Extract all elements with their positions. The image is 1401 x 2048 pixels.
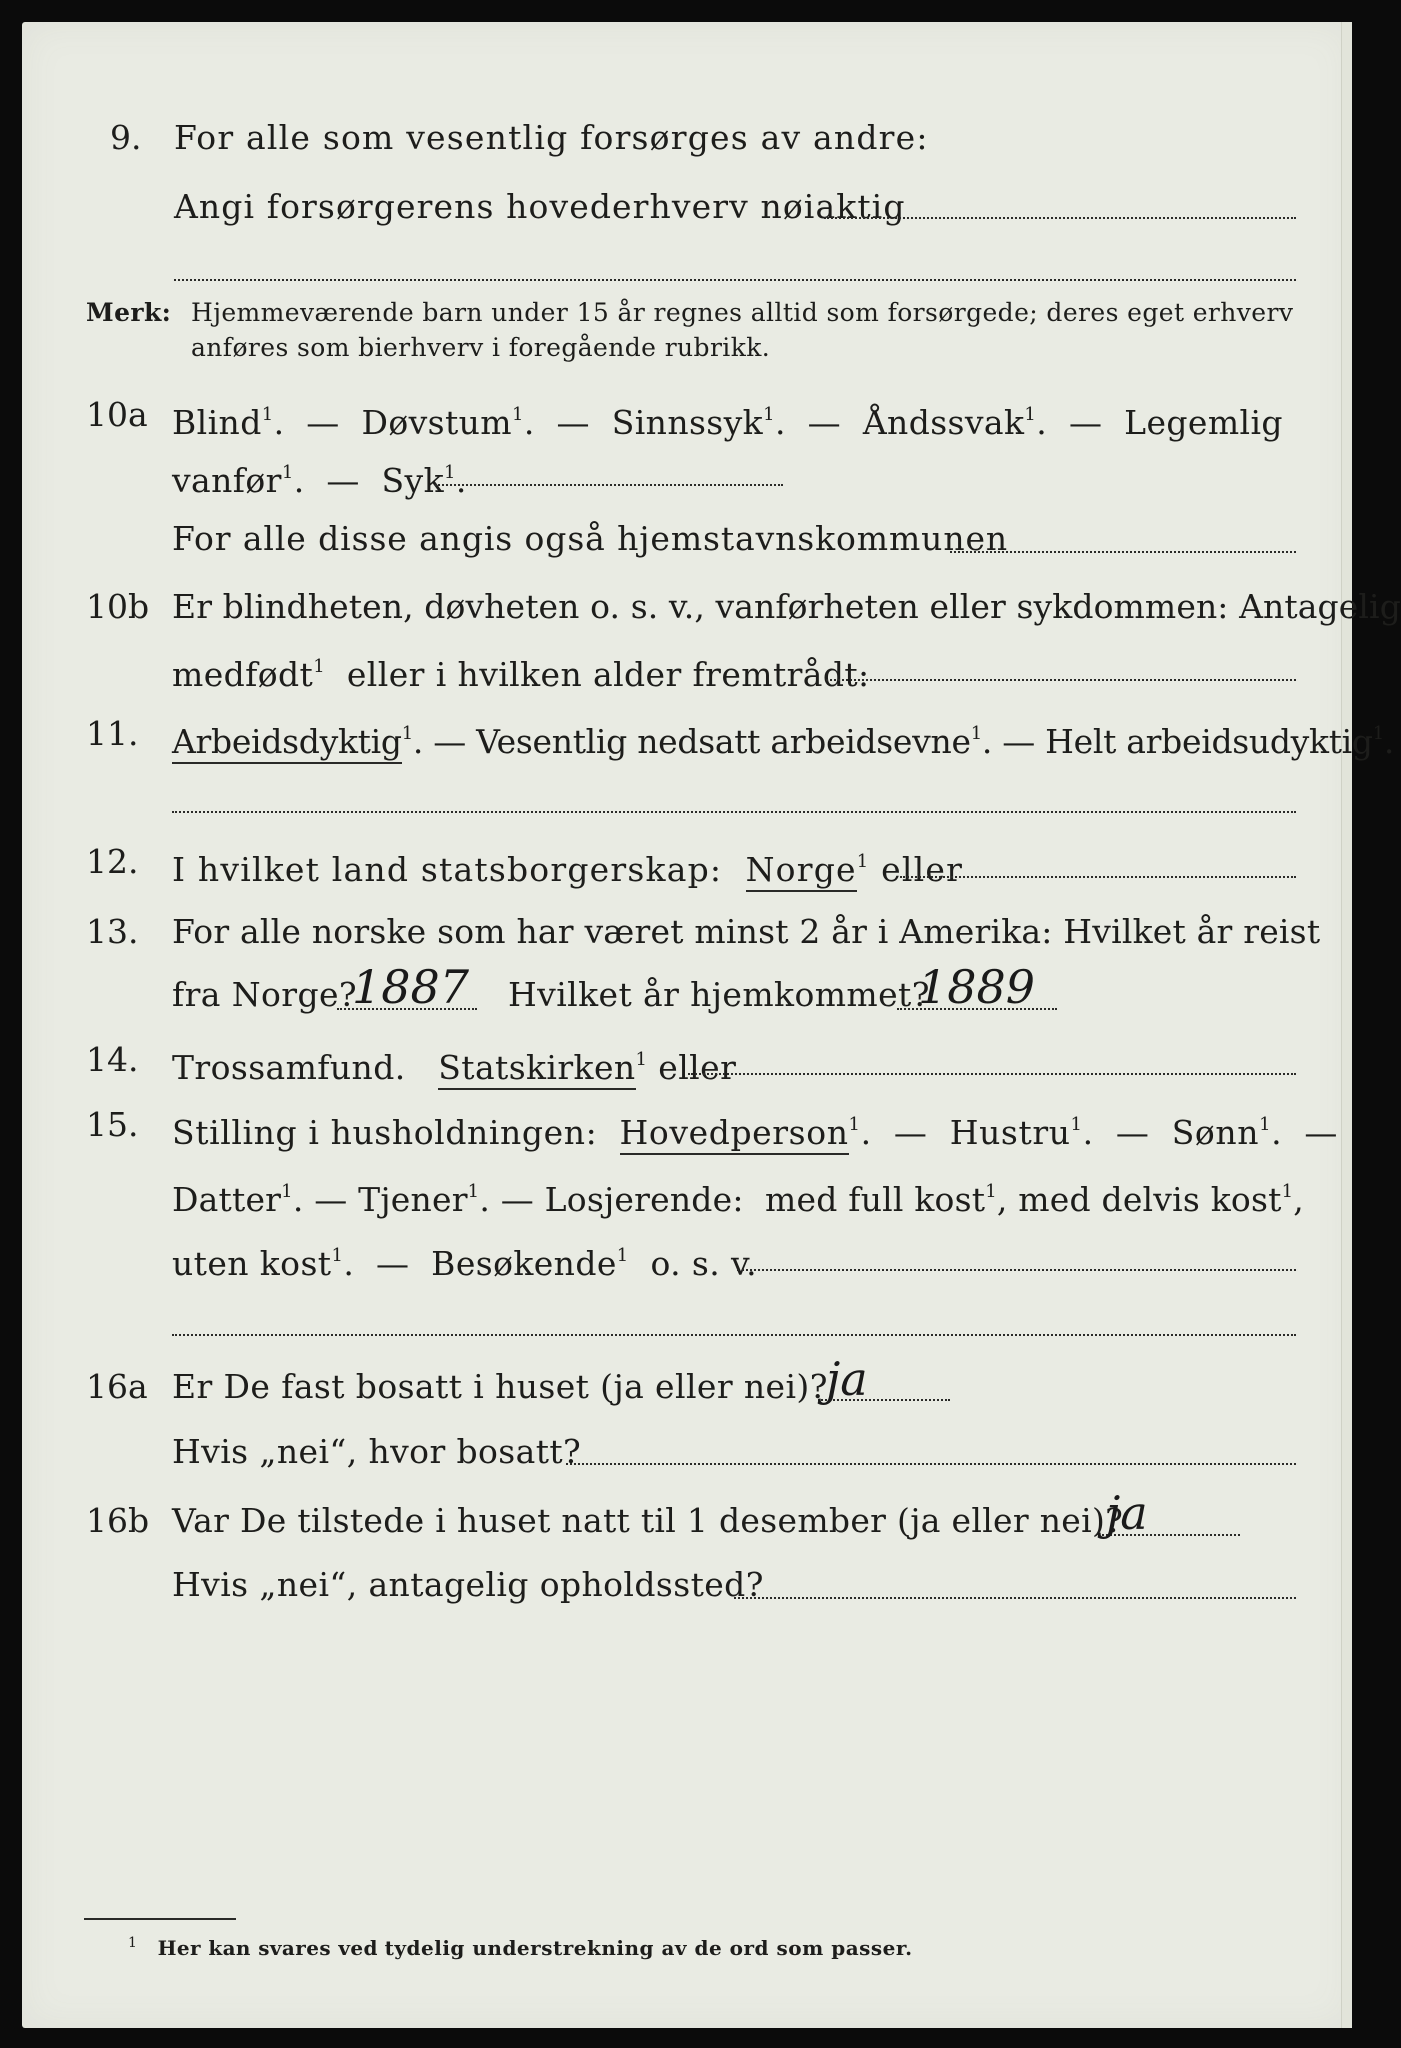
q13-number: 13. <box>86 912 139 951</box>
q16b-opphold-line <box>734 1597 1296 1599</box>
q13-year-out-handwritten: 1887 <box>352 960 470 1014</box>
opt-hovedperson-underlined: Hovedperson <box>620 1113 849 1155</box>
opt-dovstum: Døvstum <box>361 403 512 442</box>
q10a-answer-line <box>435 484 783 486</box>
opt-vanfor: vanfør <box>172 461 282 500</box>
q16b-line2: Hvis „nei“, antagelig opholdssted? <box>172 1565 764 1604</box>
opt-blind: Blind <box>172 403 262 442</box>
q10a-number: 10a <box>86 395 148 434</box>
q16b-line1: Var De tilstede i huset natt til 1 desember (ja eller nei)? <box>172 1501 1124 1540</box>
q13-year-back-handwritten: 1889 <box>918 960 1036 1014</box>
q10b-number: 10b <box>86 587 150 626</box>
q15-number: 15. <box>86 1105 139 1144</box>
q15-line3: uten kost$^1$. — Besøkende$^1$ o. s. v. <box>172 1244 758 1283</box>
page-edge <box>1341 22 1352 2028</box>
q11-line: Arbeidsdyktig$^1$. — Vesentlig nedsatt arbeidsevne$^1$. — Helt arbeidsudyktig$^1$. <box>172 714 1394 762</box>
q16a-line2: Hvis „nei“, hvor bosatt? <box>172 1432 582 1471</box>
merk-label: Merk: <box>86 298 172 327</box>
q15-answer-line <box>737 1269 1296 1271</box>
q10b-line2: medfødt$^1$ eller i hvilken alder fremtrådt: <box>172 655 870 694</box>
q15-line2: Datter$^1$. — Tjener$^1$. — Losjerende: med full kost$^1$, med delvis kost$^1$, <box>172 1180 1304 1219</box>
opt-legemlig: Legemlig <box>1124 403 1283 442</box>
q16b-answer-handwritten: ja <box>1106 1486 1148 1540</box>
footnote: $^1$ Her kan svares ved tydelig understrekning av de ord som passer. <box>128 1935 913 1960</box>
q12-line: I hvilket land statsborgerskap: Norge$^1$ eller <box>172 842 963 890</box>
q14-number: 14. <box>86 1040 139 1079</box>
q16a-bosatt-line <box>566 1463 1296 1465</box>
opt-nedsatt: Vesentlig nedsatt arbeidsevne <box>476 722 971 761</box>
q11-number: 11. <box>86 714 139 753</box>
q9-extra-line <box>174 279 1296 281</box>
merk-line1: Hjemmeværende barn under 15 år regnes alltid som forsørgede; deres eget erhverv <box>191 298 1294 327</box>
q11-extra-line <box>172 811 1296 813</box>
q14-line: Trossamfund. Statskirken$^1$ eller <box>172 1040 736 1088</box>
opt-medfodt: medfødt <box>172 655 314 694</box>
q10a-kommune-line <box>950 551 1296 553</box>
q13-fra: fra Norge? <box>172 975 358 1014</box>
merk-line2: anføres som bierhverv i foregående rubrikk. <box>191 333 771 362</box>
q12-number: 12. <box>86 842 139 881</box>
q9-line1: For alle som vesentlig forsørges av andre: <box>174 118 929 157</box>
opt-syk: Syk <box>381 461 444 500</box>
q10b-answer-line <box>826 679 1296 681</box>
q10a-line3: For alle disse angis også hjemstavnskommunen <box>172 519 1009 558</box>
q15-line1: Stilling i husholdningen: Hovedperson$^1$. — Hustru$^1$. — Sønn$^1$. — <box>172 1105 1338 1153</box>
q10a-line2: vanfør$^1$. — Syk$^1$. <box>172 461 467 500</box>
q16a-line1: Er De fast bosatt i huset (ja eller nei)? <box>172 1367 828 1406</box>
q13-hjem: Hvilket år hjemkommet? <box>508 975 930 1014</box>
q12-answer-line <box>900 876 1296 878</box>
q10a-line1: Blind$^1$. — Døvstum$^1$. — Sinnssyk$^1$. — Åndssvak$^1$. — Legemlig <box>172 403 1283 442</box>
opt-udyktig: Helt arbeidsudyktig <box>1045 722 1373 761</box>
opt-sinnssyk: Sinnssyk <box>611 403 764 442</box>
q16a-answer-handwritten: ja <box>826 1352 868 1406</box>
q16b-number: 16b <box>86 1501 150 1540</box>
q14-answer-line <box>688 1073 1296 1075</box>
opt-andssvak: Åndssvak <box>862 403 1025 442</box>
q9-answer-line <box>824 217 1296 219</box>
q16a-number: 16a <box>86 1367 148 1406</box>
opt-arbeidsdyktig-underlined: Arbeidsdyktig <box>172 722 402 764</box>
q13-line1: For alle norske som har været minst 2 år i Amerika: Hvilket år reist <box>172 912 1321 951</box>
q15-extra-line <box>172 1334 1296 1336</box>
q9-line2: Angi forsørgerens hovederhverv nøiaktig <box>174 187 906 226</box>
q10b-line1: Er blindheten, døvheten o. s. v., vanførheten eller sykdommen: Antagelig <box>172 587 1401 626</box>
q9-number: 9. <box>110 118 142 157</box>
opt-statskirken-underlined: Statskirken <box>438 1048 635 1090</box>
footnote-rule <box>84 1918 236 1920</box>
opt-norge-underlined: Norge <box>746 850 857 892</box>
